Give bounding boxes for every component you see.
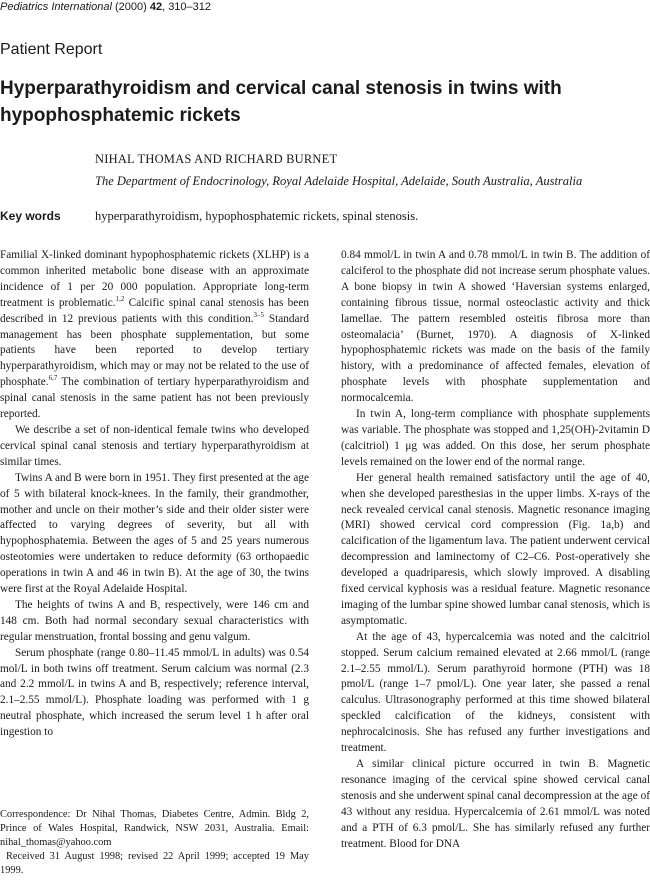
paragraph: Familial X-linked dominant hypophosphatemic rickets (XLHP) is a common inherited metabolic bone disease with an approximate incidence of 1 per 20 000 population. Appropriate long-term treatment is problematic.$^{1,2}$ Calcific spinal canal stenosis has been described in 12 previous patients with this condition.$^{3-5}$ Standard management has been phosphate supplementation, but some patients have been reported to develop tertiary hyperparathyroidism, which may or may not be related to the use of phosphate.$^{6,7}$ The combination of tertiary hyperparathyroidism and spinal canal stenosis in the same patient has not been previously reported. bbox=[0, 249, 309, 421]
journal-pages: , 310–312 bbox=[162, 1, 212, 13]
affiliation: The Department of Endocrinology, Royal Adelaide Hospital, Adelaide, South Australia, Australia bbox=[95, 174, 583, 188]
paragraph: Serum phosphate (range 0.80–11.45 mmol/L in adults) was 0.54 mol/L in both twins off treatment. Serum calcium was normal (2.3 and 2.2 mmol/L in twins A and B, respectively; reference interval, 2.1–2.55 mmol/L). Phosphate loading was performed with 1 g neutral phosphate, which increased the serum level 1 h after oral ingestion to bbox=[0, 646, 309, 739]
section-label: Patient Report bbox=[0, 41, 103, 58]
paragraph: In twin A, long-term compliance with phosphate supplements was variable. The phosphate was stopped and 1,25(OH)-2vitamin D (calcitriol) 1 μg was added. On this dose, her serum phosphate levels remained on the lower end of the normal range. bbox=[341, 408, 650, 468]
journal-year: (2000) bbox=[114, 1, 147, 13]
correspondence-note: Correspondence: Dr Nihal Thomas, Diabetes Centre, Admin. Bldg 2, Prince of Wales Hospital, Randwick, NSW 2031, Australia. Email: nihal_thomas@yahoo.com bbox=[0, 809, 309, 848]
journal-name: Pediatrics International bbox=[0, 1, 112, 13]
paragraph: 0.84 mmol/L in twin A and 0.78 mmol/L in twin B. The addition of calciferol to the phosphate did not increase serum phosphate values. A bone biopsy in twin A showed ‘Haversian systems enlarged, containing fibrous tissue, normal osteoclastic activity and thick lamellae. The pattern resembled osteitis fibrosa more than osteomalacia’ (Burnet, 1970). A diagnosis of X-linked hypophosphatemic rickets was made on the basis of the family history, with a predominance of affected females, elevation of phosphate levels with phosphate supplementation and normocalcemia. bbox=[341, 249, 650, 405]
keywords-text: hyperparathyroidism, hypophosphatemic rickets, spinal stenosis. bbox=[95, 209, 419, 223]
paragraph: The heights of twins A and B, respectively, were 146 cm and 148 cm. Both had normal secondary sexual characteristics with regular menstruation, frontal bossing and genu valgum. bbox=[0, 598, 309, 643]
citation-ref[interactable]: 3–5 bbox=[253, 310, 264, 319]
footnote bbox=[0, 808, 309, 878]
paragraph: Her general health remained satisfactory until the age of 40, when she developed paresthesias in the upper limbs. X-rays of the neck revealed cervical canal stenosis. Magnetic resonance imaging (MRI) showed cervical cord compression (Fig. 1a,b) and calcification of the ligamentum lava. The patient underwent cervical decompression and laminectomy of C2–C6. Post-operatively she developed a quadriparesis, which slowly improved. A disabling fixed cervical kyphosis was a residual feature. Magnetic resonance imaging of the lumbar spine showed lumbar canal stenosis, which is asymptomatic. bbox=[341, 471, 650, 627]
paragraph: Twins A and B were born in 1951. They first presented at the age of 5 with bilateral knock-knees. In the family, their grandmother, mother and uncle on their mother’s side and their older sister were affected to varying degrees of severity, but all with hypophosphatemia. Between the ages of 5 and 25 years numerous osteotomies were undertaken to reduce deformity (63 orthopaedic operations in twin A and 46 in twin B). At the age of 30, the twins were first at the Royal Adelaide Hospital. bbox=[0, 471, 309, 596]
body-column-left bbox=[0, 248, 309, 808]
received-dates: Received 31 August 1998; revised 22 April 1999; accepted 19 May 1999. bbox=[0, 851, 309, 876]
citation-ref[interactable]: 1,2 bbox=[115, 294, 125, 303]
paragraph: A similar clinical picture occurred in twin B. Magnetic resonance imaging of the cervical spine showed cervical canal stenosis and she underwent spinal canal decompression at the age of 43 without any residua. Hypercalcemia of 2.61 mmol/L was noted and a PTH of 6.3 pmol/L. She has similarly refused any further treatment. Blood for DNA bbox=[341, 758, 650, 850]
journal-citation bbox=[0, 0, 211, 14]
journal-volume: 42 bbox=[149, 1, 163, 13]
authors: NIHAL THOMAS AND RICHARD BURNET bbox=[95, 152, 338, 166]
paragraph: We describe a set of non-identical female twins who developed cervical spinal canal stenosis and tertiary hyperparathyroidism at similar times. bbox=[0, 423, 309, 468]
paragraph: At the age of 43, hypercalcemia was noted and the calcitriol stopped. Serum calcium remained elevated at 2.66 mmol/L (range 2.1–2.55 mmol/L). Serum parathyroid hormone (PTH) was 18 pmol/L (range 1–7 pmol/L). One year later, she passed a renal calculus. Ultrasonography performed at this time showed bilateral speckled calcification of the kidneys, consistent with nephrocalcinosis. She has refused any further investigations and treatment. bbox=[341, 630, 650, 755]
keywords-label: Key words bbox=[0, 209, 61, 223]
body-column-right bbox=[341, 248, 650, 880]
citation-ref[interactable]: 6,7 bbox=[48, 374, 58, 383]
article-title: Hyperparathyroidism and cervical canal stenosis in twins with hypophosphatemic rickets bbox=[0, 78, 562, 126]
